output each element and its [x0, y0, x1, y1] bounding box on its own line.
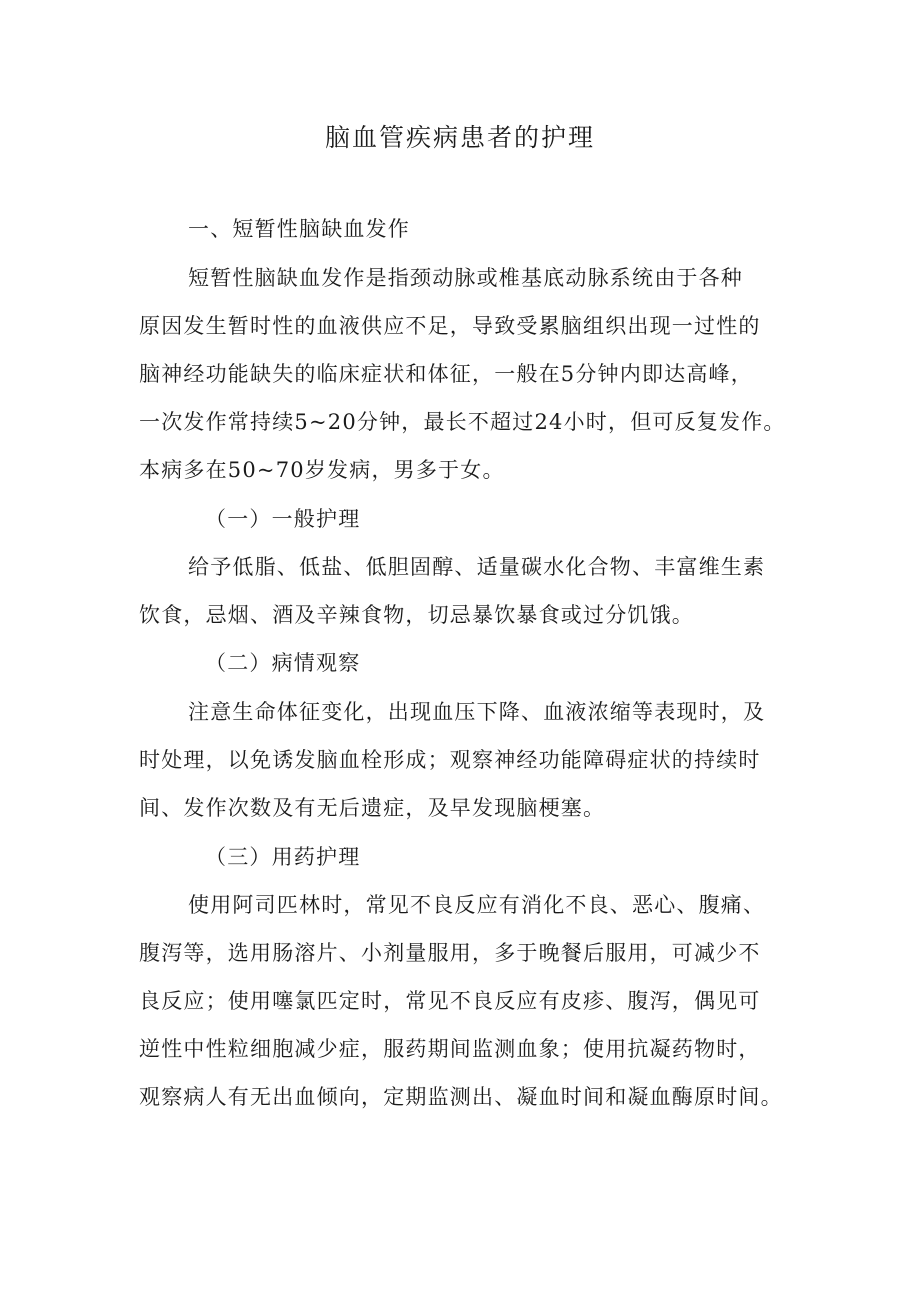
paragraph-line: 逆性中性粒细胞减少症，服药期间监测血象；使用抗凝药物时，: [139, 1037, 761, 1061]
paragraph-line: 使用阿司匹林时，常见不良反应有消化不良、恶心、腹痛、: [188, 893, 766, 917]
subsection-heading: （一）一般护理: [205, 507, 361, 531]
paragraph-line: 短暂性脑缺血发作是指颈动脉或椎基底动脉系统由于各种: [188, 266, 743, 290]
paragraph-line: 良反应；使用噻氯匹定时，常见不良反应有皮疹、腹泻，偶见可: [139, 989, 761, 1013]
subsection-heading: （三）用药护理: [205, 845, 361, 869]
subsection-heading: （二）病情观察: [205, 651, 361, 675]
paragraph-line: 给予低脂、低盐、低胆固醇、适量碳水化合物、丰富维生素: [188, 555, 766, 579]
paragraph-line: 腹泻等，选用肠溶片、小剂量服用，多于晚餐后服用，可减少不: [139, 941, 761, 965]
paragraph-line: 时处理，以免诱发脑血栓形成；观察神经功能障碍症状的持续时: [139, 748, 761, 772]
paragraph-line: 注意生命体征变化，出现血压下降、血液浓缩等表现时，及: [188, 700, 766, 724]
paragraph-line: 观察病人有无出血倾向，定期监测出、凝血时间和凝血酶原时间。: [139, 1085, 783, 1109]
page-title: 脑血管疾病患者的护理: [324, 123, 595, 152]
paragraph-line: 饮食，忌烟、酒及辛辣食物，切忌暴饮暴食或过分饥饿。: [139, 603, 694, 627]
paragraph-line: 间、发作次数及有无后遗症，及早发现脑梗塞。: [139, 796, 606, 820]
paragraph-line: 本病多在50~70岁发病，男多于女。: [139, 458, 505, 482]
paragraph-line: 脑神经功能缺失的临床症状和体征，一般在5分钟内即达高峰，: [139, 362, 753, 386]
paragraph-line: 原因发生暂时性的血液供应不足，导致受累脑组织出现一过性的: [139, 314, 761, 338]
section-heading: 一、短暂性脑缺血发作: [188, 217, 410, 241]
paragraph-line: 一次发作常持续5~20分钟，最长不超过24小时，但可反复发作。: [139, 410, 786, 434]
